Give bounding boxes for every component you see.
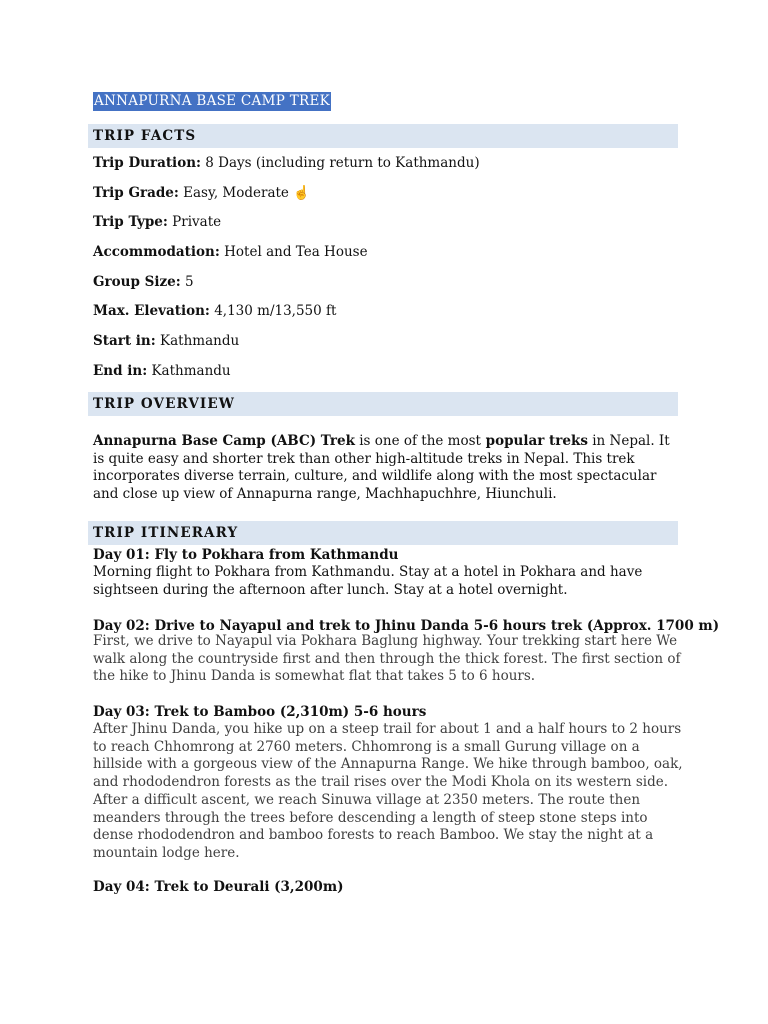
fact-label: Trip Duration:: [93, 155, 201, 171]
fact-trip-type: [93, 213, 221, 231]
fact-trip-duration: [93, 154, 480, 172]
fact-label: Trip Grade:: [93, 185, 179, 201]
fact-trip-grade: [93, 184, 310, 202]
overview-text: is one of the most: [354, 433, 481, 449]
fact-group-size: [93, 273, 194, 291]
overview-text: in Nepal. It is quite easy and shorter trek than other high-altitude treks in Nepal. This trek incorporates diverse terrain, culture, and wildlife along with the most spectacular and close up view of Annapurna range, Machhapuchhre, Hiunchuli.: [93, 433, 670, 503]
fact-label: Start in:: [93, 333, 156, 349]
section-header-label: TRIP ITINERARY: [93, 525, 239, 541]
fact-value: Easy, Moderate ☝: [183, 185, 311, 201]
day-description: First, we drive to Nayapul via Pokhara Baglung highway. Your trekking start here We walk along the countryside first and then through the thick forest. The first section of the hike to Jhinu Danda is somewhat flat that takes 5 to 6 hours.: [93, 633, 681, 685]
fact-label: Max. Elevation:: [93, 303, 210, 319]
overview-highlight: popular treks: [480, 433, 588, 449]
fact-label: Group Size:: [93, 274, 181, 290]
fact-value: 5: [185, 274, 194, 290]
fact-value: Kathmandu: [151, 363, 231, 379]
fact-accommodation: [93, 243, 368, 261]
day-title: Day 03: Trek to Bamboo (2,310m) 5-6 hours: [93, 704, 427, 720]
day-title: Day 04: Trek to Deurali (3,200m): [93, 879, 344, 895]
day-description: Morning flight to Pokhara from Kathmandu. Stay at a hotel in Pokhara and have sightseen during the afternoon after lunch. Stay at a hotel overnight.: [93, 564, 643, 598]
document-title: ANNAPURNA BASE CAMP TREK: [94, 93, 331, 109]
overview-paragraph: [93, 433, 673, 504]
day-title: Day 01: Fly to Pokhara from Kathmandu: [93, 547, 399, 563]
fact-start-in: [93, 332, 239, 350]
overview-lead: Annapurna Base Camp (ABC) Trek: [93, 433, 355, 449]
fact-max-elevation: [93, 302, 336, 320]
fact-end-in: [93, 362, 231, 380]
fact-value: Kathmandu: [160, 333, 240, 349]
section-header-label: TRIP FACTS: [93, 128, 197, 144]
fact-value: Private: [172, 214, 222, 230]
fact-value: Hotel and Tea House: [224, 244, 368, 260]
day-title: Day 02: Drive to Nayapul and trek to Jhinu Danda 5-6 hours trek (Approx. 1700 m): [93, 618, 720, 634]
fact-label: Accommodation:: [93, 244, 220, 260]
fact-value: 4,130 m/13,550 ft: [214, 303, 337, 319]
fact-label: Trip Type:: [93, 214, 168, 230]
day-description: After Jhinu Danda, you hike up on a steep trail for about 1 and a half hours to 2 hours to reach Chhomrong at 2760 meters. Chhomrong is a small Gurung village on a hillside with a gorgeous view of the Annapurna Range. We hike through bamboo, oak, and rhododendron forests as the trail rises over the Modi Khola on its western side. After a difficult ascent, we reach Sinuwa village at 2350 meters. The route then meanders through the trees before descending a length of steep stone steps into dense rhododendron and bamboo forests to reach Bamboo. We stay the night at a mountain lodge here.: [93, 721, 683, 861]
section-header-trip-overview: [88, 392, 678, 416]
section-header-trip-facts: [88, 124, 678, 148]
fact-value: 8 Days (including return to Kathmandu): [205, 155, 480, 171]
section-header-trip-itinerary: [88, 521, 678, 545]
section-header-label: TRIP OVERVIEW: [93, 396, 235, 412]
fact-label: End in:: [93, 363, 148, 379]
